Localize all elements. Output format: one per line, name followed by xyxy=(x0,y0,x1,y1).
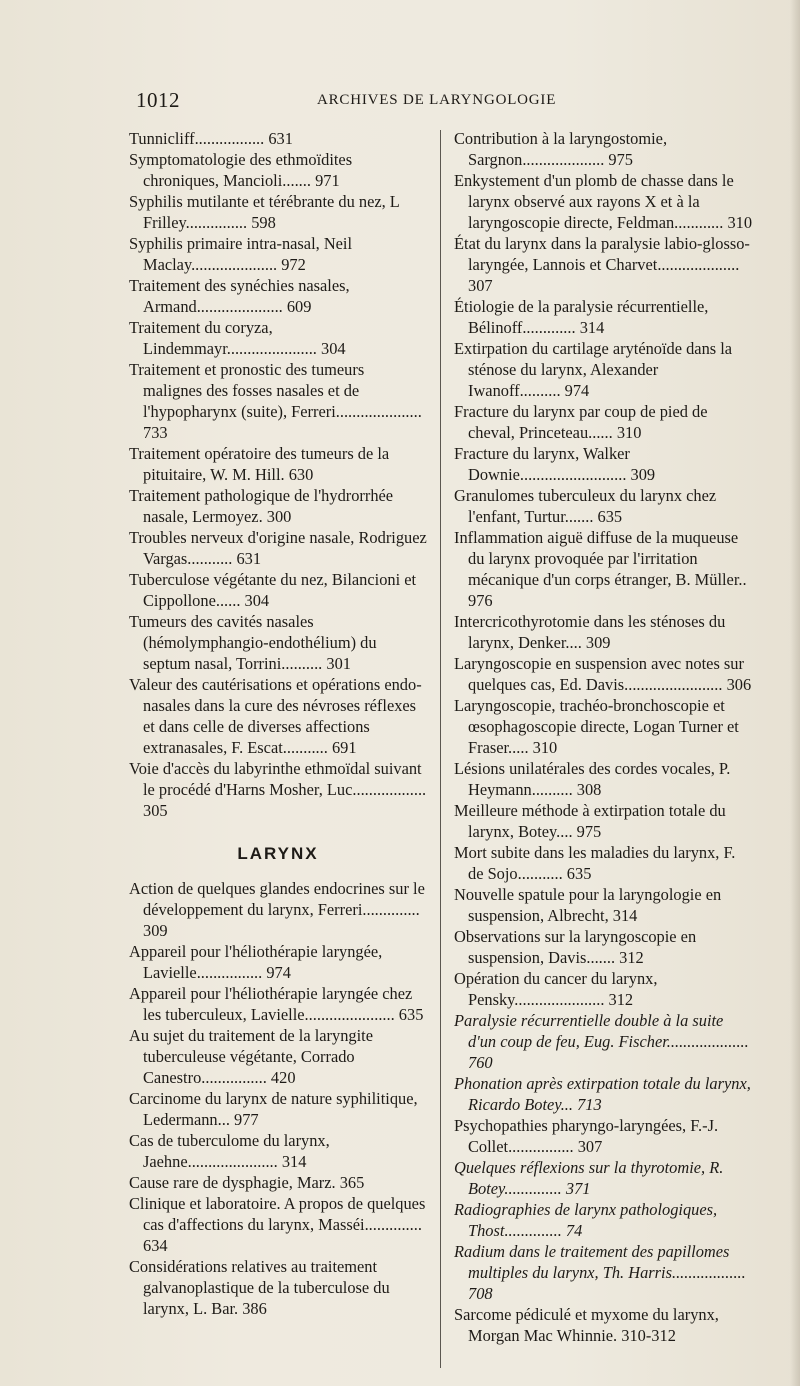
right-column xyxy=(454,128,754,1346)
index-entry: Tumeurs des cavités nasales (hémolymphangio-endothélium) du septum nasal, Torrini.......... 301 xyxy=(129,612,377,673)
index-entry: Phonation après extirpation totale du larynx, Ricardo Botey... 713 xyxy=(454,1074,751,1114)
index-entry: Radiographies de larynx pathologiques, Thost.............. 74 xyxy=(454,1200,718,1240)
index-entry: Carcinome du larynx de nature syphilitique, Ledermann... 977 xyxy=(129,1089,418,1129)
index-entry: Traitement des synéchies nasales, Armand..................... 609 xyxy=(129,276,350,316)
index-entry: Meilleure méthode à extirpation totale du larynx, Botey.... 975 xyxy=(454,801,726,841)
index-entry: Extirpation du cartilage aryténoïde dans la sténose du larynx, Alexander Iwanoff.......... 974 xyxy=(454,339,733,400)
index-entry: Laryngoscopie, trachéo-bronchoscopie et œsophagoscopie directe, Logan Turner et Fraser..... 310 xyxy=(454,696,739,757)
index-entry: Inflammation aiguë diffuse de la muqueuse du larynx provoquée par l'irritation mécanique d'un corps étranger, B. Müller.. 976 xyxy=(454,528,747,610)
index-entry: Traitement et pronostic des tumeurs malignes des fosses nasales et de l'hypopharynx (suite), Ferreri..................... 733 xyxy=(129,360,422,442)
index-entry: Cas de tuberculome du larynx, Jaehne...................... 314 xyxy=(129,1131,330,1171)
index-entry: Cause rare de dysphagie, Marz. 365 xyxy=(129,1173,365,1192)
index-entry: Troubles nerveux d'origine nasale, Rodriguez Vargas........... 631 xyxy=(129,528,427,568)
index-entry: Traitement pathologique de l'hydrorrhée nasale, Lermoyez. 300 xyxy=(129,486,394,526)
index-entry: Syphilis mutilante et térébrante du nez, L Frilley............... 598 xyxy=(129,192,400,232)
index-entry: Au sujet du traitement de la laryngite tuberculeuse végétante, Corrado Canestro................ 420 xyxy=(129,1026,373,1087)
index-entry: Paralysie récurrentielle double à la suite d'un coup de feu, Eug. Fischer.................... 760 xyxy=(454,1011,749,1072)
index-entry: Mort subite dans les maladies du larynx, F. de Sojo........... 635 xyxy=(454,843,736,883)
index-entry: Observations sur la laryngoscopie en suspension, Davis....... 312 xyxy=(454,927,697,967)
index-entry: Contribution à la laryngostomie, Sargnon.................... 975 xyxy=(454,129,668,169)
index-entry: Étiologie de la paralysie récurrentielle, Bélinoff............. 314 xyxy=(454,297,709,337)
index-entry: Valeur des cautérisations et opérations endo-nasales dans la cure des névroses réflexes et dans celle de diverses affections extranasales, F. Escat........... 691 xyxy=(129,675,422,757)
index-entry: Voie d'accès du labyrinthe ethmoïdal suivant le procédé d'Harns Mosher, Luc.................. 305 xyxy=(129,759,427,820)
index-entry: Traitement du coryza, Lindemmayr...................... 304 xyxy=(129,318,346,358)
index-entry: Intercricothyrotomie dans les sténoses du larynx, Denker.... 309 xyxy=(454,612,726,652)
index-entry: Symptomatologie des ethmoïdites chroniques, Mancioli....... 971 xyxy=(129,150,353,190)
index-entry: Appareil pour l'héliothérapie laryngée chez les tuberculeux, Lavielle...................... 635 xyxy=(129,984,424,1024)
index-entry: Granulomes tuberculeux du larynx chez l'enfant, Turtur....... 635 xyxy=(454,486,717,526)
index-entry: Psychopathies pharyngo-laryngées, F.-J. Collet................ 307 xyxy=(454,1116,719,1156)
left-column xyxy=(129,128,427,1319)
index-entry: Syphilis primaire intra-nasal, Neil Maclay..................... 972 xyxy=(129,234,353,274)
index-entry: Traitement opératoire des tumeurs de la pituitaire, W. M. Hill. 630 xyxy=(129,444,390,484)
index-entry: Nouvelle spatule pour la laryngologie en suspension, Albrecht, 314 xyxy=(454,885,722,925)
page-edge-shadow xyxy=(790,0,800,1386)
index-entry: Tuberculose végétante du nez, Bilancioni et Cippollone...... 304 xyxy=(129,570,417,610)
index-entry: Considérations relatives au traitement galvanoplastique de la tuberculose du larynx, L. Bar. 386 xyxy=(129,1257,390,1318)
index-entry: État du larynx dans la paralysie labio-glosso-laryngée, Lannois et Charvet.................... 307 xyxy=(454,234,750,295)
index-entry: Tunnicliff................. 631 xyxy=(129,129,293,148)
index-entry: Clinique et laboratoire. A propos de quelques cas d'affections du larynx, Masséi.............. 634 xyxy=(129,1194,426,1255)
index-entry: Appareil pour l'héliothérapie laryngée, Lavielle................ 974 xyxy=(129,942,383,982)
running-title: ARCHIVES DE LARYNGOLOGIE xyxy=(317,92,557,108)
index-entry: Action de quelques glandes endocrines sur le développement du larynx, Ferreri.............. 309 xyxy=(129,879,425,940)
page-header xyxy=(0,88,800,112)
index-entry: Sarcome pédiculé et myxome du larynx, Morgan Mac Whinnie. 310-312 xyxy=(454,1305,719,1345)
index-entry: Opération du cancer du larynx, Pensky...................... 312 xyxy=(454,969,658,1009)
column-divider xyxy=(440,130,441,1368)
index-entry: Fracture du larynx par coup de pied de cheval, Princeteau...... 310 xyxy=(454,402,708,442)
index-entry: Enkystement d'un plomb de chasse dans le larynx observé aux rayons X et à la laryngoscopie directe, Feldman............ 310 xyxy=(454,171,753,232)
page-number: 1012 xyxy=(136,88,180,112)
index-entry: Lésions unilatérales des cordes vocales, P. Heymann.......... 308 xyxy=(454,759,731,799)
section-heading-larynx: LARYNX xyxy=(237,844,319,863)
index-entry: Laryngoscopie en suspension avec notes sur quelques cas, Ed. Davis........................ 306 xyxy=(454,654,752,694)
index-entry: Radium dans le traitement des papillomes multiples du larynx, Th. Harris.................. 708 xyxy=(454,1242,746,1303)
index-entry: Fracture du larynx, Walker Downie.......................... 309 xyxy=(454,444,656,484)
index-entry: Quelques réflexions sur la thyrotomie, R. Botey.............. 371 xyxy=(454,1158,724,1198)
